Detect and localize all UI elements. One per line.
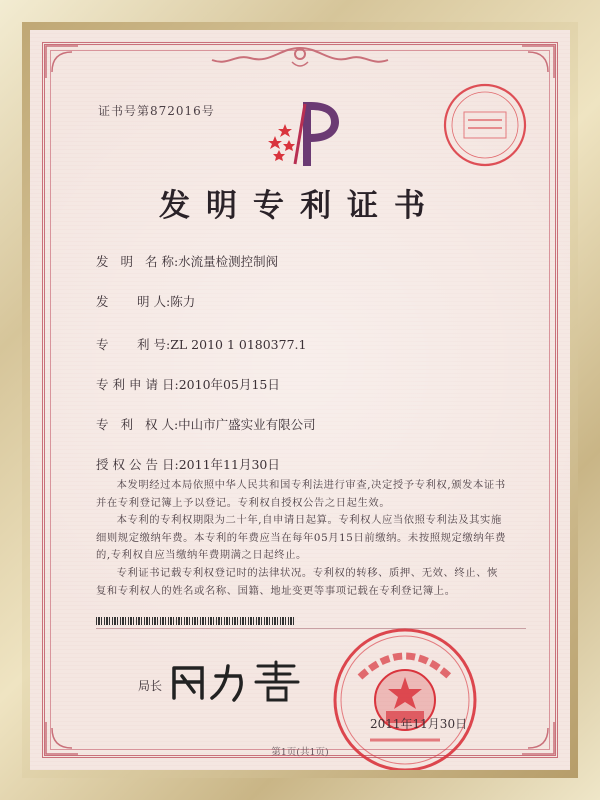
agency-stamp-icon — [442, 82, 528, 168]
barcode — [96, 617, 296, 625]
director-signature-icon — [168, 658, 308, 704]
field-patentee: 专 利 权人:中山市广盛实业有限公司 — [96, 417, 316, 432]
field-patent-number: 专 利号:ZL 2010 1 0180377.1 — [96, 337, 307, 352]
field-application-date: 专利申请日:2010年05月15日 — [96, 377, 280, 392]
certificate-body — [96, 477, 508, 600]
corner-ornament-icon — [44, 44, 80, 80]
director-label: 局长 — [138, 679, 163, 693]
body-paragraph: 本专利的专利权期限为二十年,自申请日起算。专利权人应当依照专利法及其实施细则规定缴纳年费。本专利的年费应当在每年05月15日前缴纳。未按照规定缴纳年费的,专利权自应当缴纳年费期满之日起终止。 — [96, 514, 506, 562]
sign-date: 2011年11月30日 — [370, 717, 468, 731]
field-inventor: 发 明人:陈力 — [96, 294, 196, 309]
corner-ornament-icon — [520, 44, 556, 80]
patent-office-emblem-icon — [265, 94, 345, 174]
body-paragraph: 本发明经过本局依照中华人民共和国专利法进行审查,决定授予专利权,颁发本证书并在专利登记簿上予以登记。专利权自授权公告之日起生效。 — [96, 479, 506, 509]
body-paragraph: 专利证书记载专利权登记时的法律状况。专利权的转移、质押、无效、终止、恢复和专利权人的姓名或名称、国籍、地址变更等事项记载在专利登记簿上。 — [96, 566, 498, 597]
certificate-title: 发明专利证书 — [159, 188, 441, 224]
certificate-number: 证书号第872016号 — [98, 104, 215, 118]
page-indicator: 第1页(共1页) — [271, 747, 329, 758]
top-ornament-icon — [200, 44, 400, 74]
certificate-paper — [30, 30, 570, 770]
field-grant-date: 授权公告日:2011年11月30日 — [96, 457, 280, 472]
field-invention-name: 发 明 名称:水流量检测控制阀 — [96, 254, 279, 269]
